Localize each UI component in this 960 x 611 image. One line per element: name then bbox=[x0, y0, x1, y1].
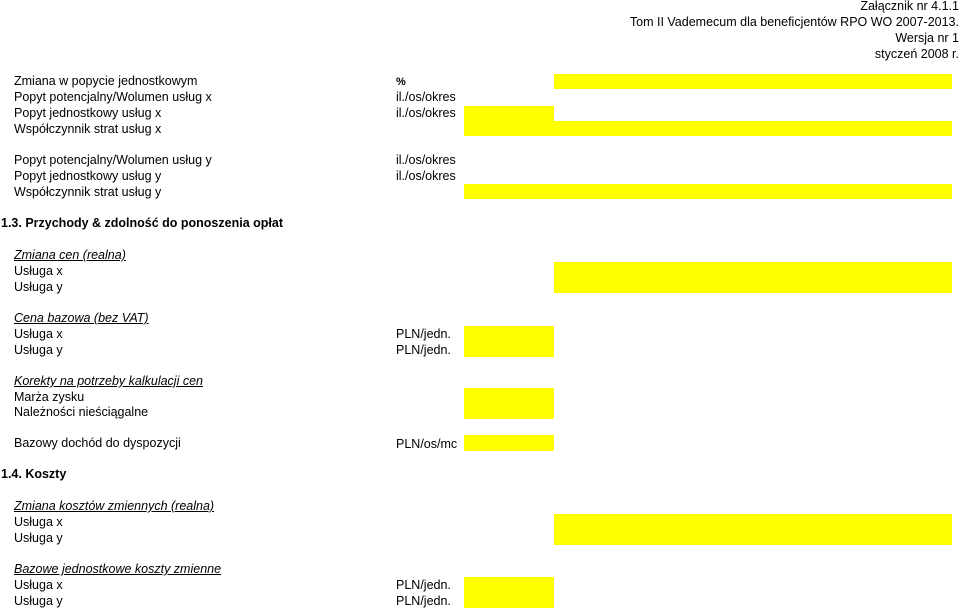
x-potential-unit: il./os/okres bbox=[396, 90, 456, 104]
input-cell-base-price[interactable] bbox=[464, 326, 554, 357]
bvc-service-x: Usługa x bbox=[14, 578, 63, 592]
input-cell-corrections[interactable] bbox=[464, 388, 554, 419]
input-cell-price-change[interactable] bbox=[554, 262, 952, 293]
x-unit-demand-label: Popyt jednostkowy usług x bbox=[14, 106, 162, 120]
var-cost-service-x: Usługa x bbox=[14, 515, 63, 529]
y-unit-demand-label: Popyt jednostkowy usług y bbox=[14, 169, 162, 183]
bvc-service-y: Usługa y bbox=[14, 594, 63, 608]
bvc-service-y-unit: PLN/jedn. bbox=[396, 594, 451, 608]
revenue-heading: 1.3. Przychody & zdolność do ponoszenia opłat bbox=[1, 216, 283, 230]
bad-debts-label: Należności nieściągalne bbox=[14, 405, 149, 419]
demand-change-unit: % bbox=[396, 76, 406, 88]
price-change-service-y: Usługa y bbox=[14, 280, 63, 294]
input-cell-demand-change[interactable] bbox=[554, 74, 952, 89]
input-cell-base-income[interactable] bbox=[464, 435, 554, 451]
input-cell-y-loss[interactable] bbox=[464, 184, 952, 199]
demand-change-label: Zmiana w popycie jednostkowym bbox=[14, 74, 198, 88]
price-change-label: Zmiana cen (realna) bbox=[14, 248, 126, 262]
header-line-3: Wersja nr 1 bbox=[895, 31, 959, 45]
base-price-service-x: Usługa x bbox=[14, 327, 63, 341]
x-unit-demand-unit: il./os/okres bbox=[396, 106, 456, 120]
y-unit-demand-unit: il./os/okres bbox=[396, 169, 456, 183]
y-potential-unit: il./os/okres bbox=[396, 153, 456, 167]
header-line-2: Tom II Vademecum dla beneficjentów RPO WO 2007-2013. bbox=[629, 15, 959, 29]
bvc-service-x-unit: PLN/jedn. bbox=[396, 578, 451, 592]
base-income-label: Bazowy dochód do dyspozycji bbox=[14, 436, 181, 450]
input-cell-base-var-costs[interactable] bbox=[464, 577, 554, 608]
y-potential-label: Popyt potencjalny/Wolumen usług y bbox=[14, 153, 212, 167]
header-line-4: styczeń 2008 r. bbox=[874, 47, 959, 61]
y-loss-label: Współczynnik strat usług y bbox=[14, 185, 162, 199]
base-price-label: Cena bazowa (bez VAT) bbox=[14, 311, 149, 325]
var-cost-service-y: Usługa y bbox=[14, 531, 63, 545]
input-cell-x-potential-a[interactable] bbox=[464, 106, 554, 121]
corrections-label: Korekty na potrzeby kalkulacji cen bbox=[14, 374, 203, 388]
base-price-service-y: Usługa y bbox=[14, 343, 63, 357]
x-potential-label: Popyt potencjalny/Wolumen usług x bbox=[14, 90, 212, 104]
input-cell-var-cost-change[interactable] bbox=[554, 514, 952, 545]
header-line-1: Załącznik nr 4.1.1 bbox=[860, 0, 959, 13]
base-price-service-x-unit: PLN/jedn. bbox=[396, 327, 451, 341]
input-cell-x-potential-b[interactable] bbox=[464, 121, 952, 136]
margin-label: Marża zysku bbox=[14, 390, 85, 404]
x-loss-label: Współczynnik strat usług x bbox=[14, 122, 162, 136]
base-price-service-y-unit: PLN/jedn. bbox=[396, 343, 451, 357]
costs-heading: 1.4. Koszty bbox=[1, 467, 67, 481]
base-income-unit: PLN/os/mc bbox=[396, 437, 458, 451]
base-var-costs-label: Bazowe jednostkowe koszty zmienne bbox=[14, 562, 222, 576]
var-cost-change-label: Zmiana kosztów zmiennych (realna) bbox=[14, 499, 215, 513]
price-change-service-x: Usługa x bbox=[14, 264, 63, 278]
